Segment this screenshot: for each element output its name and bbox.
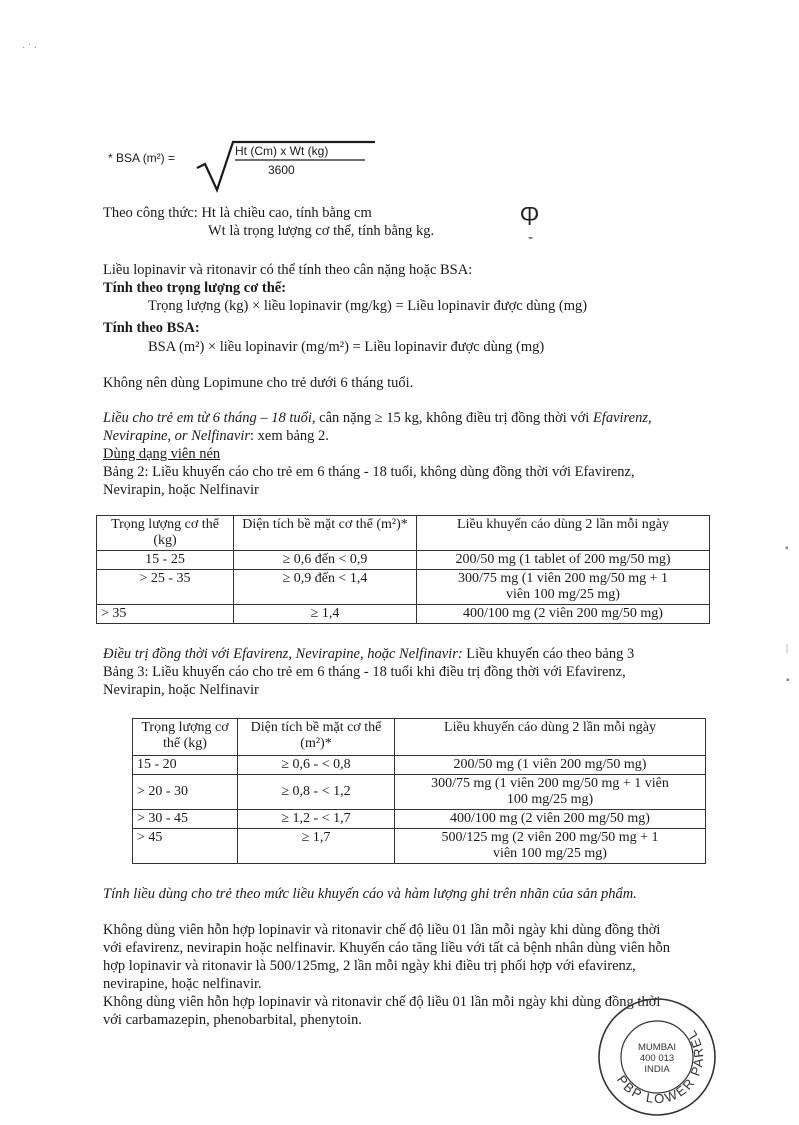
table-cell: 400/100 mg (2 viên 200 mg/50 mg) bbox=[395, 810, 706, 829]
text: cân nặng ≥ 15 kg, không điều trị đồng thời với bbox=[315, 410, 593, 426]
italic-text: Efavirenz, bbox=[592, 410, 652, 426]
table-cell: > 30 - 45 bbox=[133, 810, 238, 829]
svg-text:PBP LOWER PAREL: PBP LOWER PAREL bbox=[613, 1026, 707, 1107]
italic-text: Điều trị đồng thời với Efavirenz, Nevirapine, hoặc Nelfinavir: bbox=[103, 646, 463, 662]
paragraph: Liều lopinavir và ritonavir có thể tính theo cân nặng hoặc BSA: bbox=[103, 262, 473, 278]
table-cell: ≥ 0,6 đến < 0,9 bbox=[234, 551, 417, 570]
paragraph: Wt là trọng lượng cơ thể, tính bằng kg. bbox=[208, 223, 435, 239]
handwritten-mark: Ⴔ - bbox=[520, 206, 540, 246]
table-header-row bbox=[97, 516, 710, 551]
table-cell: ≥ 0,6 - < 0,8 bbox=[238, 756, 395, 775]
table-cell: 400/100 mg (2 viên 200 mg/50 mg) bbox=[417, 605, 710, 624]
table-cell: ≥ 1,7 bbox=[238, 829, 395, 864]
italic-note: Tính liều dùng cho trẻ theo mức liều khuyến cáo và hàm lượng ghi trên nhãn của sản phẩm. bbox=[103, 886, 637, 902]
table-row bbox=[133, 810, 706, 829]
scan-speckle: · ˙ · bbox=[22, 43, 37, 54]
table-header-cell: Diện tích bề mặt cơ thể (m²)* bbox=[234, 516, 417, 551]
italic-text: Nevirapine, or Nelfinavir bbox=[103, 428, 250, 444]
table-cell: > 35 bbox=[97, 605, 234, 624]
paragraph: hợp lopinavir và ritonavir là 500/125mg, 2 lần mỗi ngày khi điều trị phối hợp với efavirenz, bbox=[103, 958, 636, 974]
table-header-cell: Liều khuyến cáo dùng 2 lần mỗi ngày bbox=[417, 516, 710, 551]
paragraph: Không dùng viên hỗn hợp lopinavir và ritonavir chế độ liều 01 lần mỗi ngày khi dùng đồng thời bbox=[103, 994, 661, 1010]
paragraph: BSA (m²) × liều lopinavir (mg/m²) = Liều lopinavir được dùng (mg) bbox=[148, 339, 545, 355]
table-cell: 15 - 20 bbox=[133, 756, 238, 775]
svg-text:INDIA: INDIA bbox=[644, 1064, 670, 1075]
paragraph: Theo công thức: Ht là chiều cao, tính bằng cm bbox=[103, 205, 372, 221]
table-cell: ≥ 0,9 đến < 1,4 bbox=[234, 570, 417, 605]
table-row bbox=[133, 829, 706, 864]
scan-speckle: ▪ bbox=[785, 543, 789, 554]
table-cell: 300/75 mg (1 viên 200 mg/50 mg + 1 viên 100 mg/25 mg) bbox=[395, 775, 706, 810]
dosage-table-2 bbox=[96, 515, 710, 624]
table-header-cell: Trọng lượng cơ thể (kg) bbox=[97, 516, 234, 551]
svg-text:MUMBAI: MUMBAI bbox=[638, 1042, 676, 1053]
table-cell: 500/125 mg (2 viên 200 mg/50 mg + 1 viên 100 mg/25 mg) bbox=[395, 829, 706, 864]
paragraph: với carbamazepin, phenobarbital, phenytoin. bbox=[103, 1012, 362, 1028]
table-cell: 200/50 mg (1 tablet of 200 mg/50 mg) bbox=[417, 551, 710, 570]
formula-numerator: Ht (Cm) x Wt (kg) bbox=[235, 144, 329, 158]
table-cell: 300/75 mg (1 viên 200 mg/50 mg + 1 viên 100 mg/25 mg) bbox=[417, 570, 710, 605]
table-cell: 15 - 25 bbox=[97, 551, 234, 570]
table-caption: Bảng 2: Liều khuyến cáo cho trẻ em 6 tháng - 18 tuổi, không dùng đồng thời với Efavirenz, bbox=[103, 464, 635, 480]
table-header-cell: Trọng lượng cơ thể (kg) bbox=[133, 719, 238, 756]
table-row bbox=[133, 756, 706, 775]
paragraph bbox=[103, 646, 634, 663]
table-cell: > 45 bbox=[133, 829, 238, 864]
text: : xem bảng 2. bbox=[250, 428, 329, 444]
company-stamp bbox=[594, 994, 720, 1120]
scan-speckle: ▪ bbox=[786, 675, 790, 686]
table-header-cell: Diện tích bề mặt cơ thể (m²)* bbox=[238, 719, 395, 756]
table-header-cell: Liều khuyến cáo dùng 2 lần mỗi ngày bbox=[395, 719, 706, 756]
table-header-row bbox=[133, 719, 706, 756]
table-cell: > 25 - 35 bbox=[97, 570, 234, 605]
table-cell: ≥ 1,4 bbox=[234, 605, 417, 624]
formula-denominator: 3600 bbox=[268, 163, 295, 177]
table-caption: Nevirapin, hoặc Nelfinavir bbox=[103, 482, 259, 498]
text: Liều khuyến cáo theo bảng 3 bbox=[462, 646, 635, 662]
section-heading: Tính theo BSA: bbox=[103, 320, 200, 336]
paragraph: Không nên dùng Lopimune cho trẻ dưới 6 tháng tuổi. bbox=[103, 375, 414, 391]
italic-text: Liều cho trẻ em từ 6 tháng – 18 tuổi, bbox=[103, 410, 316, 426]
paragraph: Không dùng viên hỗn hợp lopinavir và ritonavir chế độ liều 01 lần mỗi ngày khi dùng đồng thời bbox=[103, 922, 661, 938]
table-row bbox=[97, 551, 710, 570]
table-cell: 200/50 mg (1 viên 200 mg/50 mg) bbox=[395, 756, 706, 775]
paragraph: với efavirenz, nevirapin hoặc nelfinavir. Khuyến cáo tăng liều với tất cả bệnh nhân dùng viên hỗn bbox=[103, 940, 670, 956]
svg-text:400 013: 400 013 bbox=[639, 1053, 675, 1064]
dosage-table-3 bbox=[132, 718, 706, 864]
formula-lhs: * BSA (m²) = bbox=[108, 151, 176, 165]
section-heading: Tính theo trọng lượng cơ thể: bbox=[103, 280, 287, 296]
paragraph: nevirapine, hoặc nelfinavir. bbox=[103, 976, 262, 992]
bsa-formula bbox=[100, 138, 380, 198]
table-row bbox=[133, 775, 706, 810]
paragraph bbox=[103, 428, 329, 445]
table-row bbox=[97, 570, 710, 605]
table-caption: Nevirapin, hoặc Nelfinavir bbox=[103, 682, 259, 698]
scan-speckle: | bbox=[786, 643, 789, 654]
table-cell: ≥ 1,2 - < 1,7 bbox=[238, 810, 395, 829]
paragraph: Trọng lượng (kg) × liều lopinavir (mg/kg) = Liều lopinavir được dùng (mg) bbox=[148, 298, 588, 314]
underlined-heading: Dùng dạng viên nén bbox=[103, 446, 221, 462]
table-cell: ≥ 0,8 - < 1,2 bbox=[238, 775, 395, 810]
paragraph bbox=[103, 410, 652, 427]
table-caption: Bảng 3: Liều khuyến cáo cho trẻ em 6 tháng - 18 tuổi khi điều trị đồng thời với Efavirenz, bbox=[103, 664, 626, 680]
table-cell: > 20 - 30 bbox=[133, 775, 238, 810]
table-row bbox=[97, 605, 710, 624]
stamp-seal bbox=[594, 994, 720, 1120]
